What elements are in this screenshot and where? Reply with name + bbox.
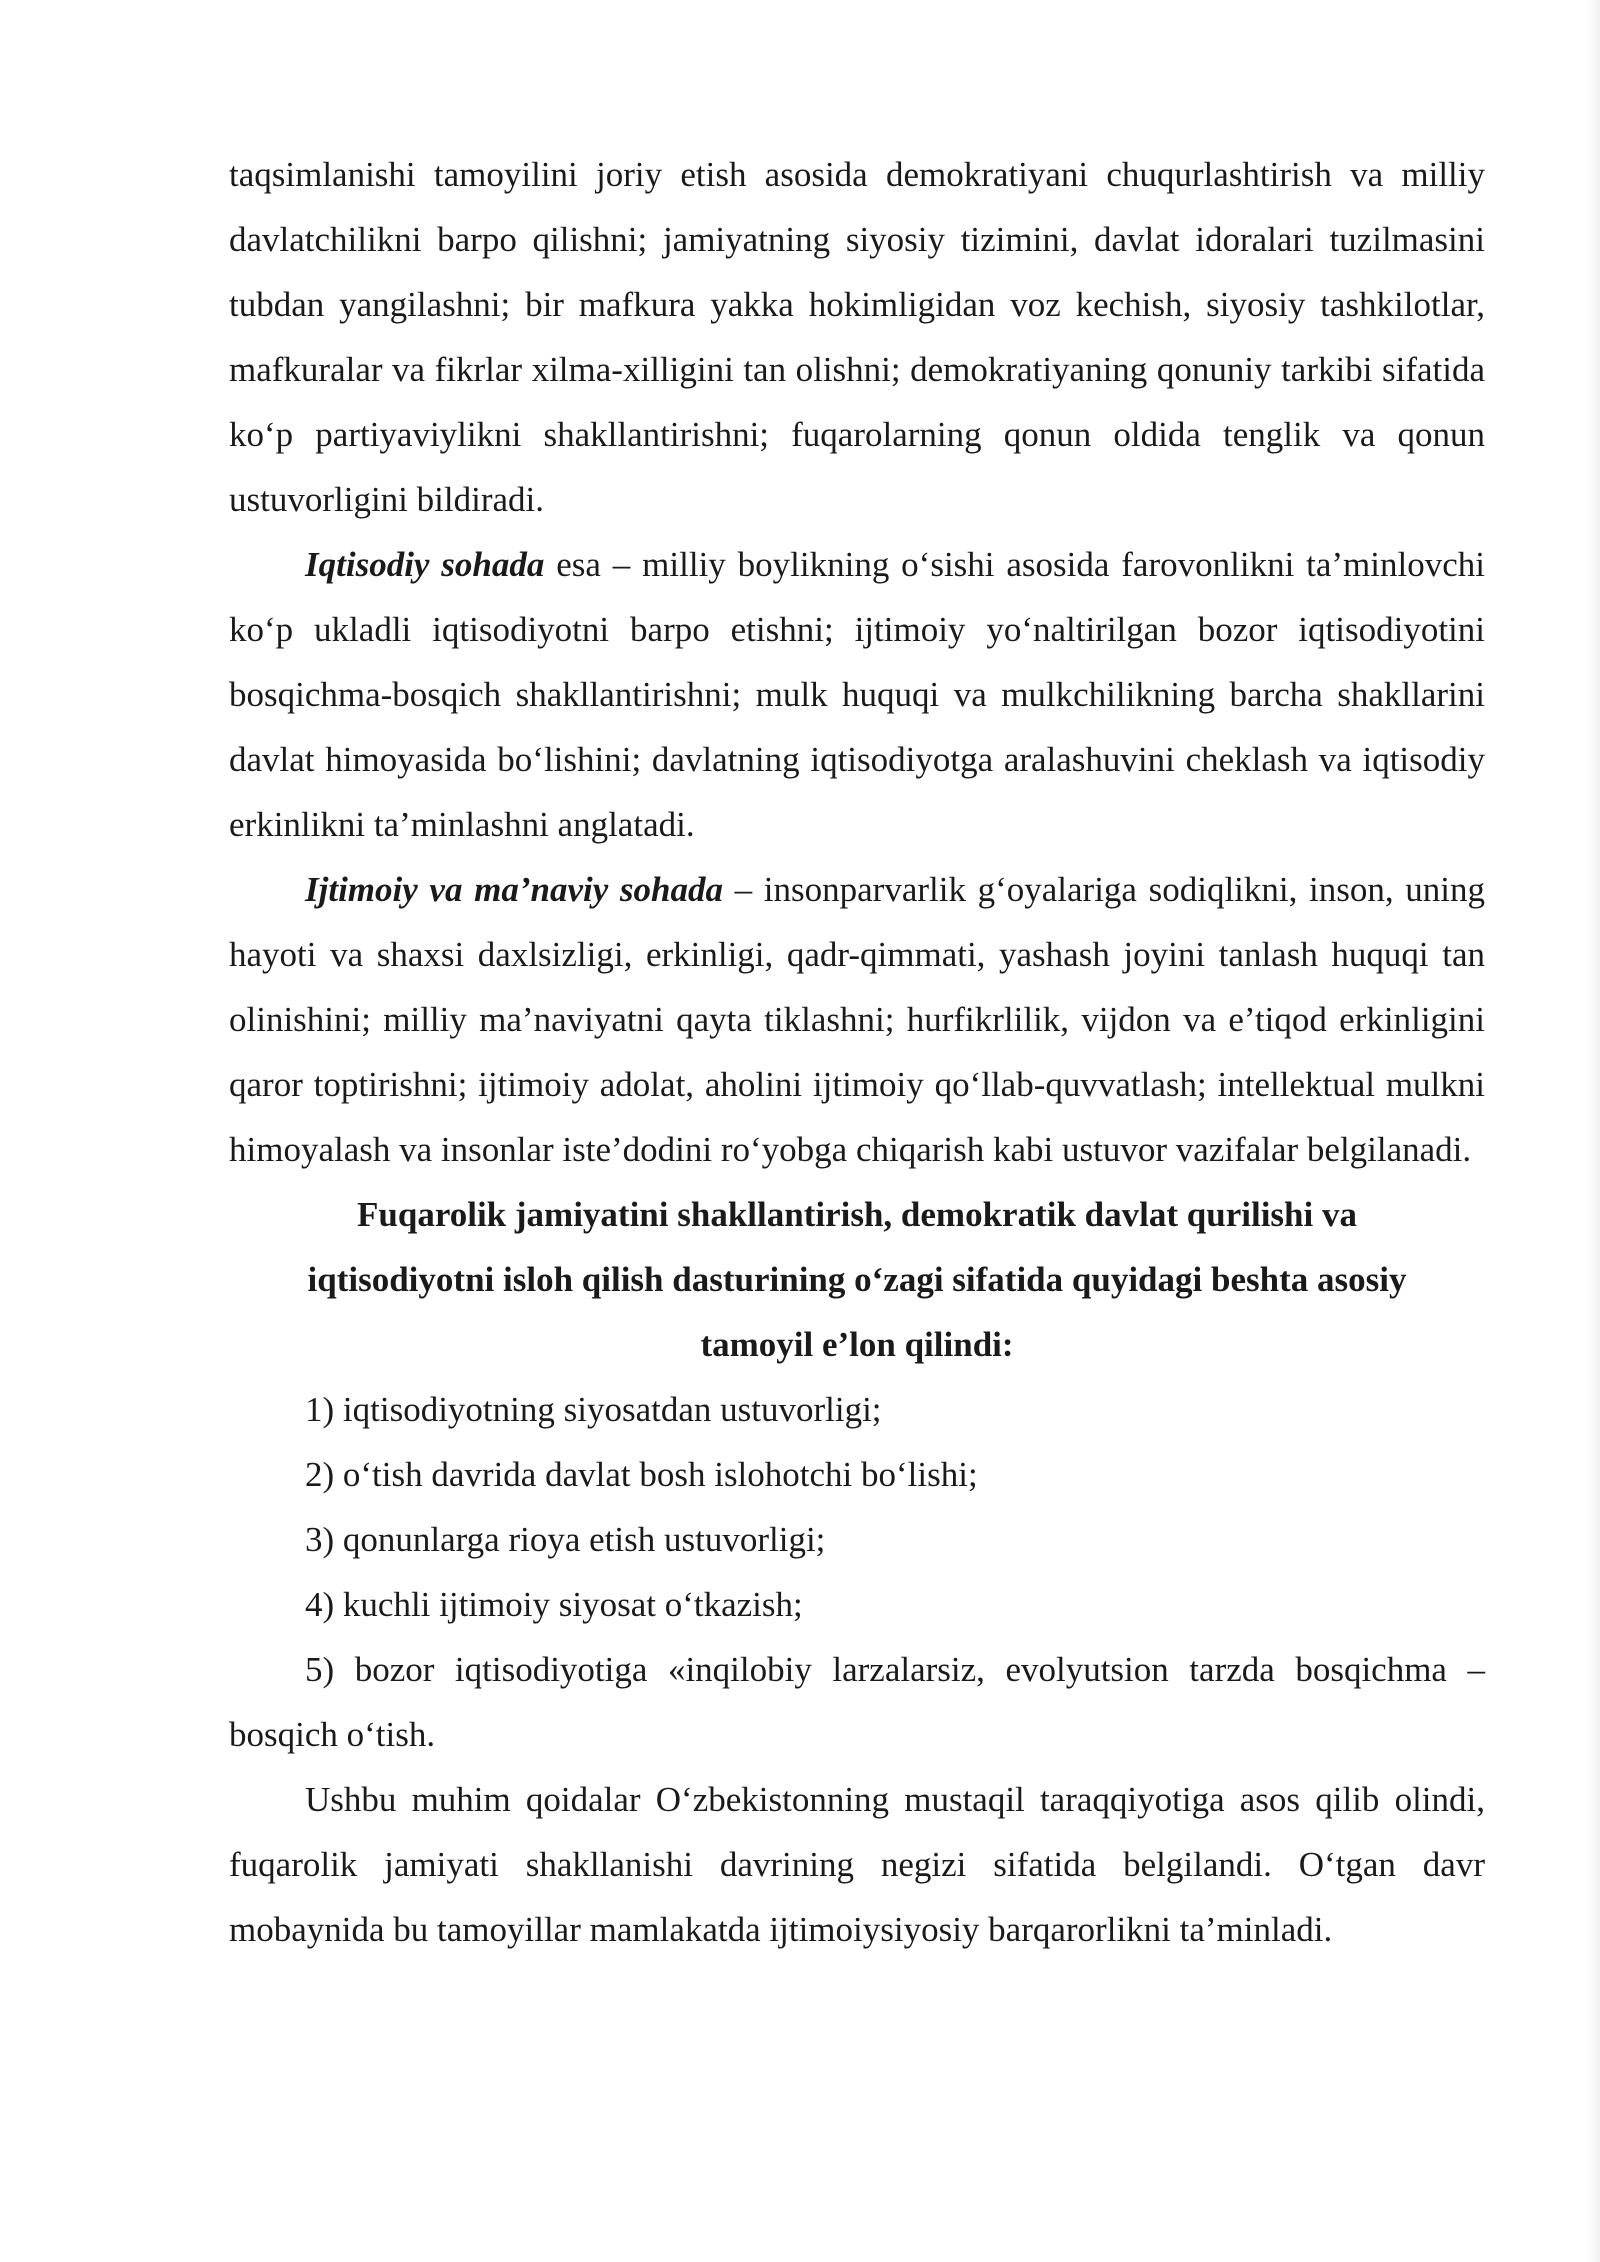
paragraph-social-spiritual-sphere <box>229 857 1485 1182</box>
principle-item: 2) o‘tish davrida davlat bosh islohotchi bo‘lishi; <box>305 1455 978 1494</box>
paragraph-conclusion: Ushbu muhim qoidalar O‘zbekistonning mustaqil taraqqiyotiga asos qilib olindi, fuqarolik jamiyati shakllanishi davrining negizi sifatida belgilandi. O‘tgan davr mobaynida bu tamoyillar mamlakatda ijtimoiysiyosiy barqarorlikni ta’minladi. <box>229 1780 1485 1949</box>
economic-sphere-text: esa – milliy boylikning o‘sishi asosida farovonlikni ta’minlovchi ko‘p ukladli iqtisodiyotni barpo etishni; ijtimoiy yo‘naltirilgan bozor iqtisodiyotini bosqichma-bosqich shakllantirishni; mulk huquqi va mulkchilikning barcha shakllarini davlat himoyasida bo‘lishini; davlatning iqtisodiyotga aralashuvini cheklash va iqtisodiy erkinlikni ta’minlashni anglatadi. <box>229 545 1485 844</box>
social-sphere-lead: Ijtimoiy va ma’naviy sohada <box>305 870 723 909</box>
page-edge-shadow <box>1586 0 1600 2262</box>
economic-sphere-lead: Iqtisodiy sohada <box>305 545 545 584</box>
section-heading: Fuqarolik jamiyatini shakllantirish, demokratik davlat qurilishi va iqtisodiyotni isloh qilish dasturining o‘zagi sifatida quyidagi beshta asosiy tamoyil e’lon qilindi: <box>307 1195 1407 1364</box>
social-sphere-text: – insonparvarlik g‘oyalariga sodiqlikni, inson, uning hayoti va shaxsi daxlsizligi, erkinligi, qadr-qimmati, yashash joyini tanlash huquqi tan olinishini; milliy ma’naviyatni qayta tiklashni; hurfikrlilik, vijdon va e’tiqod erkinligini qaror toptirishni; ijtimoiy adolat, aholini ijtimoiy qo‘llab-quvvatlash; intellektual mulkni himoyalash va insonlar iste’dodini ro‘yobga chiqarish kabi ustuvor vazifalar belgilanadi. <box>229 870 1485 1169</box>
document-body <box>229 142 1485 1962</box>
paragraph-economic-sphere <box>229 532 1485 857</box>
principle-item: 1) iqtisodiyotning siyosatdan ustuvorligi; <box>305 1390 882 1429</box>
principle-item: 4) kuchli ijtimoiy siyosat o‘tkazish; <box>305 1585 803 1624</box>
paragraph-political-sphere: taqsimlanishi tamoyilini joriy etish asosida demokratiyani chuqurlashtirish va milliy davlatchilikni barpo qilishni; jamiyatning siyosiy tizimini, davlat idoralari tuzilmasini tubdan yangilashni; bir mafkura yakka hokimligidan voz kechish, siyosiy tashkilotlar, mafkuralar va fikrlar xilma-xilligini tan olishni; demokratiyaning qonuniy tarkibi sifatida ko‘p partiyaviylikni shakllantirishni; fuqarolarning qonun oldida tenglik va qonun ustuvorligini bildiradi. <box>229 155 1485 519</box>
principle-item: 5) bozor iqtisodiyotiga «inqilobiy larzalarsiz, evolyutsion tarzda bosqichma – bosqich o‘tish. <box>229 1650 1485 1754</box>
principle-item: 3) qonunlarga rioya etish ustuvorligi; <box>305 1520 826 1559</box>
